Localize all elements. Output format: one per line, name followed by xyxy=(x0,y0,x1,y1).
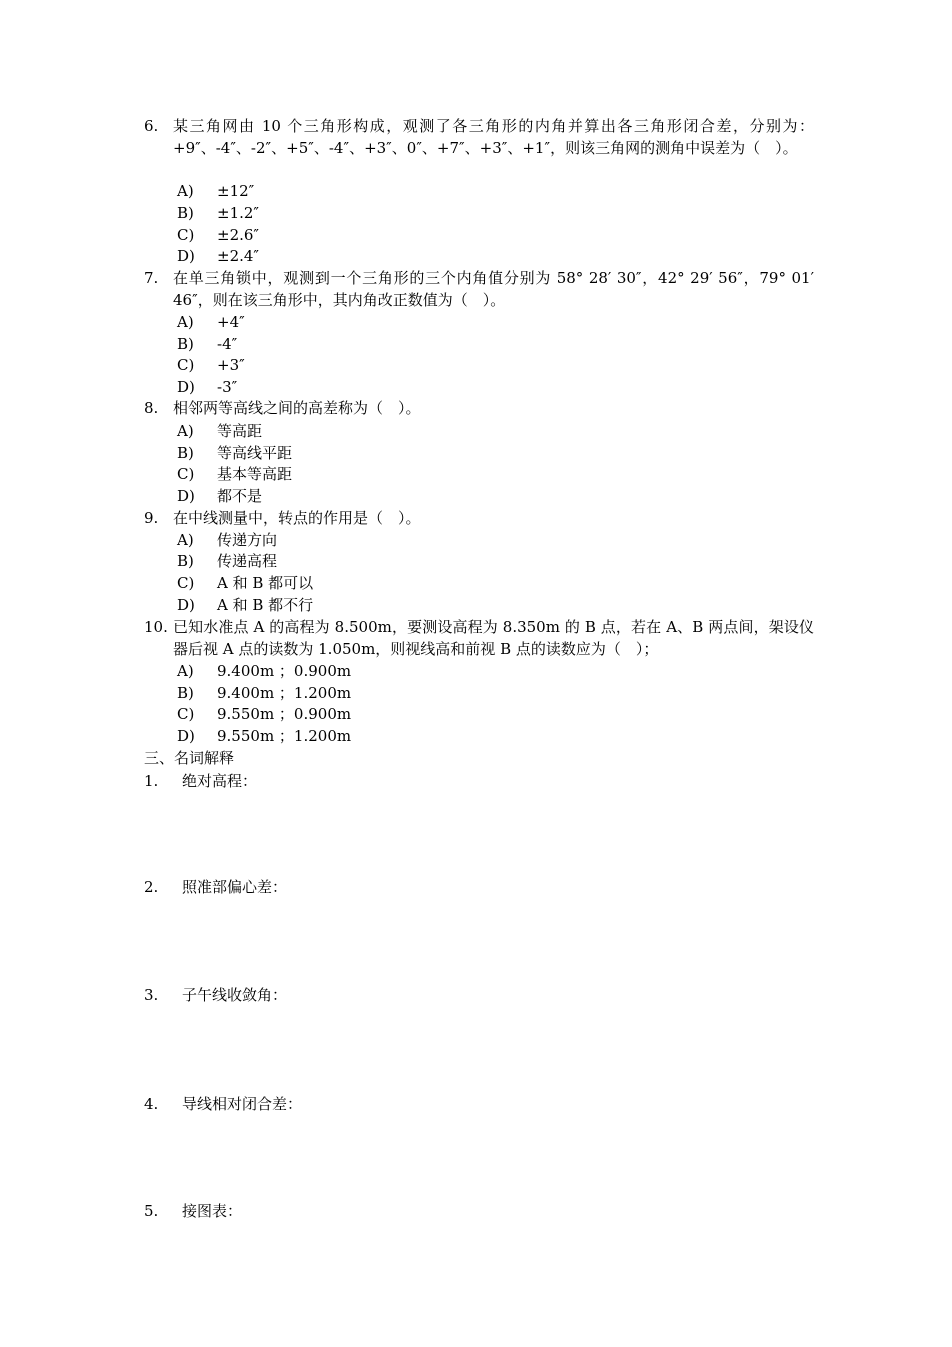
question-stem: 在单三角锁中，观测到一个三角形的三个内角值分别为 58° 28′ 30″，42° 29′ 56″，79° 01′ 46″，则在该三角形中，其内角改正数值为（ ）。 xyxy=(173,269,814,309)
question-stem: 在中线测量中，转点的作用是（ ）。 xyxy=(173,509,421,527)
option-c xyxy=(177,225,259,247)
option-text: A 和 B 都可以 xyxy=(217,574,314,592)
question-7 xyxy=(144,268,814,311)
term-number: 2. xyxy=(144,878,159,896)
term-text: 接图表： xyxy=(182,1202,243,1220)
option-label: C) xyxy=(177,465,195,483)
question-10 xyxy=(144,617,814,660)
option-d xyxy=(177,377,237,399)
option-text: -4″ xyxy=(217,335,238,353)
question-6 xyxy=(144,116,814,159)
option-label: C) xyxy=(177,574,195,592)
term-item xyxy=(144,1094,302,1116)
option-text: ±2.4″ xyxy=(217,247,260,265)
option-text: 9.400m ；0.900m xyxy=(217,662,352,680)
option-text: +4″ xyxy=(217,313,245,331)
term-text: 照准部偏心差： xyxy=(182,878,288,896)
option-label: B) xyxy=(177,204,194,222)
option-text: 都不是 xyxy=(217,487,263,505)
option-label: D) xyxy=(177,378,195,396)
question-stem: 已知水准点 A 的高程为 8.500m，要测设高程为 8.350m 的 B 点，若在 A、B 两点间，架设仪器后视 A 点的读数为 1.050m，则视线高和前视 B 点的读数应为（ ）； xyxy=(173,618,814,658)
option-b xyxy=(177,334,237,356)
question-number: 6. xyxy=(144,117,159,135)
option-label: A) xyxy=(177,422,194,440)
option-label: B) xyxy=(177,684,194,702)
question-stem: 相邻两等高线之间的高差称为（ ）。 xyxy=(173,399,421,417)
option-text: -3″ xyxy=(217,378,238,396)
option-text: 传递高程 xyxy=(217,552,278,570)
term-number: 3. xyxy=(144,986,159,1004)
option-text: ±12″ xyxy=(217,182,255,200)
question-8 xyxy=(144,398,814,420)
option-d xyxy=(177,486,262,508)
option-text: 传递方向 xyxy=(217,531,278,549)
option-label: D) xyxy=(177,596,195,614)
option-a xyxy=(177,530,277,552)
option-label: C) xyxy=(177,705,195,723)
option-d xyxy=(177,246,259,268)
option-label: C) xyxy=(177,356,195,374)
option-text: A 和 B 都不行 xyxy=(217,596,314,614)
option-text: 9.400m ；1.200m xyxy=(217,684,352,702)
option-a xyxy=(177,312,245,334)
option-c xyxy=(177,573,313,595)
option-text: 等高线平距 xyxy=(217,444,293,462)
question-9 xyxy=(144,508,814,530)
term-text: 导线相对闭合差： xyxy=(182,1095,303,1113)
option-c xyxy=(177,464,292,486)
term-text: 绝对高程： xyxy=(182,772,258,790)
option-a xyxy=(177,661,351,683)
option-label: B) xyxy=(177,552,194,570)
option-text: 等高距 xyxy=(217,422,263,440)
option-c xyxy=(177,704,351,726)
term-text: 子午线收敛角： xyxy=(182,986,288,1004)
option-c xyxy=(177,355,245,377)
term-item xyxy=(144,1201,242,1223)
term-item xyxy=(144,877,287,899)
option-b xyxy=(177,203,259,225)
option-label: A) xyxy=(177,662,194,680)
term-number: 5. xyxy=(144,1202,159,1220)
term-item xyxy=(144,771,257,793)
option-text: ±2.6″ xyxy=(217,226,260,244)
term-item xyxy=(144,985,287,1007)
option-label: D) xyxy=(177,487,195,505)
term-number: 4. xyxy=(144,1095,159,1113)
option-text: 基本等高距 xyxy=(217,465,293,483)
question-number: 7. xyxy=(144,269,159,287)
option-b xyxy=(177,683,351,705)
option-label: D) xyxy=(177,727,195,745)
term-number: 1. xyxy=(144,772,159,790)
option-label: D) xyxy=(177,247,195,265)
section-title: 三、名词解释 xyxy=(144,749,235,767)
question-number: 10. xyxy=(144,618,168,636)
option-text: 9.550m ；1.200m xyxy=(217,727,352,745)
option-b xyxy=(177,443,292,465)
option-d xyxy=(177,595,313,617)
option-text: 9.550m ；0.900m xyxy=(217,705,352,723)
option-label: A) xyxy=(177,182,194,200)
option-label: B) xyxy=(177,335,194,353)
option-label: A) xyxy=(177,531,194,549)
option-label: B) xyxy=(177,444,194,462)
option-label: A) xyxy=(177,313,194,331)
question-number: 8. xyxy=(144,399,159,417)
question-stem: 某三角网由 10 个三角形构成，观测了各三角形的内角并算出各三角形闭合差，分别为：+9″、-4″、-2″、+5″、-4″、+3″、0″、+7″、+3″、+1″，则该三角网的测角中误差为（ ）。 xyxy=(173,117,814,157)
question-number: 9. xyxy=(144,509,159,527)
option-d xyxy=(177,726,351,748)
option-a xyxy=(177,421,262,443)
option-text: +3″ xyxy=(217,356,245,374)
option-text: ±1.2″ xyxy=(217,204,260,222)
option-a xyxy=(177,181,254,203)
option-b xyxy=(177,551,277,573)
option-label: C) xyxy=(177,226,195,244)
